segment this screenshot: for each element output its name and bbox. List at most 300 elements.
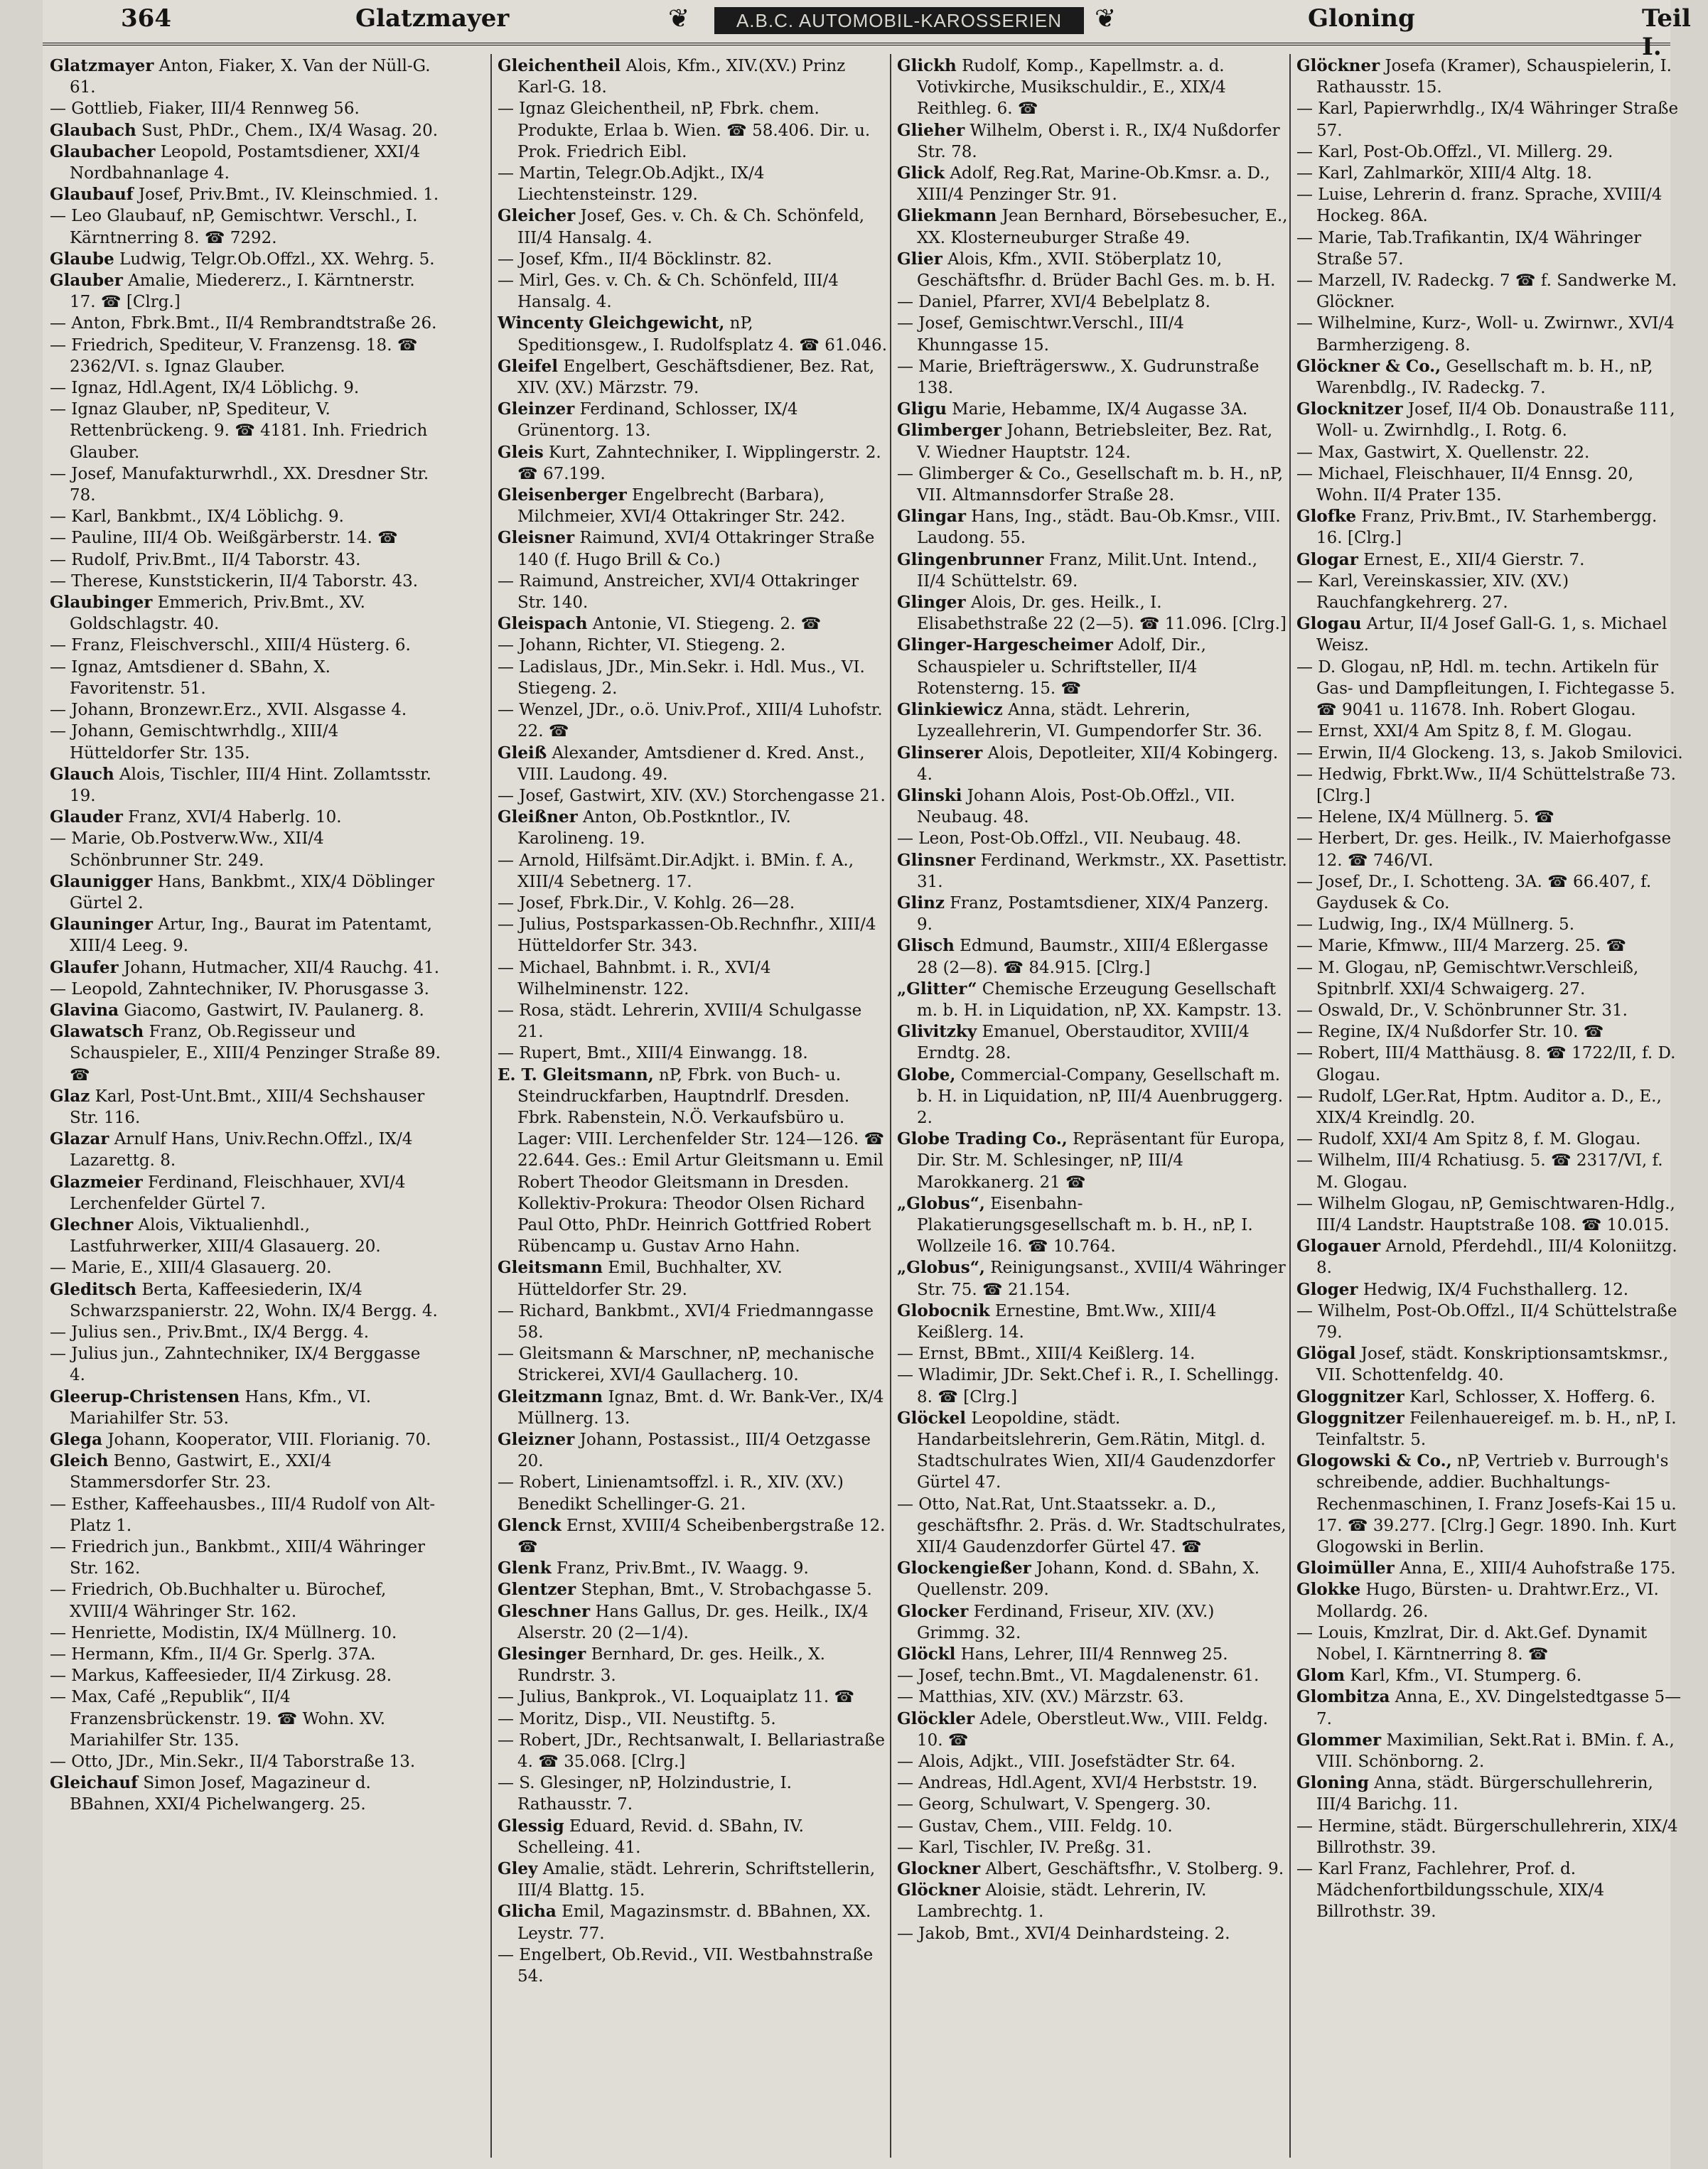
ornament-icon: ❦ xyxy=(668,4,690,33)
directory-entry xyxy=(897,399,1288,420)
entry-details: Maximilian, Sekt.Rat i. BMin. f. A., VIII. Schönborng. 2. xyxy=(1316,1731,1675,1772)
directory-entry xyxy=(50,98,441,119)
directory-entry xyxy=(897,1408,1288,1494)
directory-entry xyxy=(498,1257,888,1300)
column-divider xyxy=(1289,54,1291,2158)
entry-details: — Anton, Fbrk.Bmt., II/4 Rembrandtstraße 26. xyxy=(50,314,437,333)
entry-details: Hans, Kfm., VI. Mariahilfer Str. 53. xyxy=(70,1387,371,1428)
entry-name: Gleicher xyxy=(498,206,576,226)
directory-entry xyxy=(1296,1279,1687,1301)
directory-entry xyxy=(897,1558,1288,1600)
directory-entry xyxy=(50,807,441,828)
directory-entry xyxy=(897,1343,1288,1365)
directory-entry xyxy=(50,592,441,635)
directory-entry xyxy=(50,506,441,527)
entry-details: Alois, Depotleiter, XII/4 Kobingerg. 4. xyxy=(917,743,1279,784)
directory-entry xyxy=(897,356,1288,399)
entry-name: Glinz xyxy=(897,893,945,913)
entry-name: Glom xyxy=(1296,1666,1346,1686)
directory-entry xyxy=(498,485,888,527)
entry-name: Glier xyxy=(897,249,942,269)
directory-entry xyxy=(498,55,888,98)
directory-entry xyxy=(1296,270,1687,313)
directory-entry xyxy=(1296,1193,1687,1236)
page-number: 364 xyxy=(121,4,171,33)
entry-details: — Marie, E., XIII/4 Glasauerg. 20. xyxy=(50,1259,332,1278)
entry-name: Gloning xyxy=(1296,1773,1369,1793)
directory-entry xyxy=(1296,98,1687,141)
entry-details: Reinigungsanst., XVIII/4 Währinger Str. 75. ☎ 21.154. xyxy=(917,1259,1286,1299)
entry-details: — Max, Café „Republik“, II/4 Franzensbrückenstr. 19. ☎ Wohn. XV. Mariahilfer Str. 135. xyxy=(50,1688,386,1750)
entry-details: Anna, städt. Bürgerschullehrerin, III/4 Barichg. 11. xyxy=(1316,1774,1653,1814)
entry-details: Antonie, VI. Stiegeng. 2. ☎ xyxy=(592,615,822,634)
directory-entry xyxy=(498,957,888,1000)
directory-entry xyxy=(897,420,1288,463)
directory-entry xyxy=(50,1451,441,1493)
directory-entry xyxy=(50,1686,441,1751)
directory-entry xyxy=(1296,141,1687,163)
entry-details: — Wilhelm, Post-Ob.Offzl., II/4 Schüttelstraße 79. xyxy=(1296,1301,1677,1342)
directory-entry xyxy=(50,657,441,699)
entry-name: Glinger-Hargescheimer xyxy=(897,635,1113,655)
directory-entry xyxy=(50,184,441,205)
entry-name: Gloggnitzer xyxy=(1296,1408,1404,1428)
directory-entry xyxy=(498,205,888,248)
entry-details: Eisenbahn-Plakatierungsgesellschaft m. b. H., nP, I. Wollzeile 16. ☎ 10.764. xyxy=(917,1194,1253,1256)
entry-details: — Robert, III/4 Matthäusg. 8. ☎ 1722/II, f. D. Glogau. xyxy=(1296,1044,1676,1084)
entry-details: — Wilhelmine, Kurz-, Woll- u. Zwirnwr., XVI/4 Barmherzigeng. 8. xyxy=(1296,314,1675,355)
directory-entry xyxy=(50,1429,441,1451)
entry-name: Glentzer xyxy=(498,1580,576,1600)
entry-name: Gleichauf xyxy=(50,1773,138,1793)
entry-name: Glaubauf xyxy=(50,185,134,205)
directory-entry xyxy=(50,1751,441,1772)
entry-name: Glauber xyxy=(50,271,123,291)
directory-entry xyxy=(897,893,1288,935)
entry-name: Gloggnitzer xyxy=(1296,1387,1404,1406)
entry-details: — Michael, Bahnbmt. i. R., XVI/4 Wilhelminenstr. 122. xyxy=(498,958,771,999)
entry-details: Hans, Ing., städt. Bau-Ob.Kmsr., VIII. Laudong. 55. xyxy=(917,507,1281,548)
entry-name: Glaunigger xyxy=(50,871,153,891)
directory-entry xyxy=(897,785,1288,828)
directory-entry xyxy=(897,463,1288,506)
directory-entry xyxy=(897,1644,1288,1665)
entry-name: Gley xyxy=(498,1859,538,1879)
entry-details: — Karl, Tischler, IV. Preßg. 31. xyxy=(897,1838,1152,1857)
directory-entry xyxy=(897,1494,1288,1559)
entry-details: Josef, Priv.Bmt., IV. Kleinschmied. 1. xyxy=(138,185,439,205)
entry-details: — Jakob, Bmt., XVI/4 Deinhardsteing. 2. xyxy=(897,1924,1230,1943)
directory-entry xyxy=(498,1944,888,1987)
entry-name: Gleiß xyxy=(498,743,547,763)
entry-name: Glinkiewicz xyxy=(897,700,1003,720)
entry-details: Anton, Ob.Postkntlor., IV. Karolineng. 19. xyxy=(517,808,791,849)
entry-details: — Hermann, Kfm., II/4 Gr. Sperlg. 37A. xyxy=(50,1645,376,1664)
entry-details: — Wilhelm, III/4 Rchatiusg. 5. ☎ 2317/VI, f. M. Glogau. xyxy=(1296,1151,1663,1192)
entry-details: Karl, Post-Unt.Bmt., XIII/4 Sechshauser Str. 116. xyxy=(70,1087,425,1127)
directory-entry xyxy=(897,743,1288,785)
directory-entry xyxy=(897,699,1288,742)
entry-name: Gleich xyxy=(50,1451,109,1471)
directory-entry xyxy=(498,1387,888,1429)
entry-details: — Julius, Postsparkassen-Ob.Rechnfhr., XIII/4 Hütteldorfer Str. 343. xyxy=(498,915,876,956)
directory-entry xyxy=(50,699,441,721)
entry-name: E. T. Gleitsmann, xyxy=(498,1065,654,1084)
directory-entry xyxy=(897,1923,1288,1944)
entry-details: — Josef, Kfm., II/4 Böcklinstr. 82. xyxy=(498,249,773,269)
entry-details: — Karl Franz, Fachlehrer, Prof. d. Mädchenfortbildungsschule, XIX/4 Billrothstr. 39. xyxy=(1296,1860,1605,1922)
entry-name: Glicha xyxy=(498,1902,557,1922)
entry-details: nP, Speditionsgew., I. Rudolfsplatz 4. ☎ 61.046. xyxy=(517,314,888,355)
directory-entry xyxy=(1296,807,1687,828)
entry-details: — Arnold, Hilfsämt.Dir.Adjkt. i. BMin. f. A., XIII/4 Sebetnerg. 17. xyxy=(498,851,854,891)
entry-details: — Karl, Zahlmarkör, XIII/4 Altg. 18. xyxy=(1296,164,1592,183)
directory-entry xyxy=(498,613,888,635)
directory-entry xyxy=(498,657,888,699)
directory-entry xyxy=(50,1622,441,1644)
entry-name: Glöckl xyxy=(897,1645,956,1664)
directory-entry xyxy=(1296,764,1687,807)
column-1 xyxy=(50,55,441,1816)
entry-details: — Moritz, Disp., VII. Neustiftg. 5. xyxy=(498,1709,776,1728)
entry-name: Glingenbrunner xyxy=(897,549,1044,569)
header-last-entry: Gloning xyxy=(1308,4,1415,33)
entry-details: Alois, Kfm., XVII. Stöberplatz 10, Geschäftsfhr. d. Brüder Bachl Ges. m. b. H. xyxy=(917,249,1276,291)
entry-details: Emmerich, Priv.Bmt., XV. Goldschlagstr. 40. xyxy=(70,593,365,634)
directory-entry xyxy=(1296,1579,1687,1622)
entry-name: Gleis xyxy=(498,442,544,462)
entry-details: Ernestine, Bmt.Ww., XIII/4 Keißlerg. 14. xyxy=(917,1301,1217,1342)
entry-name: Glogauer xyxy=(1296,1237,1381,1256)
entry-details: Aloisie, städt. Lehrerin, IV. Lambrechtg. 1. xyxy=(917,1881,1207,1922)
entry-name: Glingar xyxy=(897,507,966,527)
entry-details: Karl, Kfm., VI. Stumperg. 6. xyxy=(1350,1667,1582,1686)
entry-details: Anna, städt. Lehrerin, Lyzeallehrerin, VI. Gumpendorfer Str. 36. xyxy=(917,701,1262,741)
entry-details: — Josef, Dr., I. Schotteng. 3A. ☎ 66.407, f. Gaydusek & Co. xyxy=(1296,872,1652,913)
directory-entry xyxy=(897,1816,1288,1837)
directory-entry xyxy=(1296,549,1687,571)
directory-entry xyxy=(498,1472,888,1514)
directory-entry xyxy=(897,1601,1288,1644)
directory-entry xyxy=(897,1665,1288,1686)
entry-details: Amalie, städt. Lehrerin, Schriftstellerin, III/4 Blattg. 15. xyxy=(517,1860,876,1900)
entry-name: Glenk xyxy=(498,1559,552,1578)
entry-details: Johann Alois, Post-Ob.Offzl., VII. Neubaug. 48. xyxy=(917,786,1235,827)
directory-entry xyxy=(1296,571,1687,613)
directory-entry xyxy=(50,1172,441,1215)
directory-entry xyxy=(50,1021,441,1086)
entry-details: — Raimund, Anstreicher, XVI/4 Ottakringer Str. 140. xyxy=(498,571,859,613)
directory-entry xyxy=(1296,313,1687,355)
entry-details: — Friedrich jun., Bankbmt., XIII/4 Währinger Str. 162. xyxy=(50,1538,426,1578)
entry-name: Glofke xyxy=(1296,507,1357,527)
directory-entry xyxy=(897,1365,1288,1407)
entry-details: — Pauline, III/4 Ob. Weißgärberstr. 14. ☎ xyxy=(50,529,398,548)
entry-details: Rudolf, Komp., Kapellmstr. a. d. Votivkirche, Musikschuldir., E., XIX/4 Reithleg. 6. ☎ xyxy=(917,57,1226,119)
directory-entry xyxy=(50,1322,441,1343)
entry-details: nP, Fbrk. von Buch- u. Steindruckfarben, Hauptndrlf. Dresden. Fbrk. Rabenstein, N.Ö. Verkaufsbüro u. Lager: VIII. Lerchenfelder Str. 124—126. ☎ 22.644. Ges.: Emil Artur Gleitsmann u. Emil Robert Theodor Gleitsmann in Dresden. Kollektiv-Prokura: Theodor Olsen Richard Paul Otto, PhDr. Heinrich Gottfried Robert Rübencamp u. Gustav Arno Hahn. xyxy=(517,1065,885,1256)
entry-details: Benno, Gastwirt, E., XXI/4 Stammersdorfer Str. 23. xyxy=(70,1452,332,1492)
directory-entry xyxy=(1296,721,1687,742)
entry-details: — Marie, Briefträgersww., X. Gudrunstraße 138. xyxy=(897,357,1259,398)
directory-entry xyxy=(498,1043,888,1064)
entry-name: Glaubacher xyxy=(50,141,156,161)
entry-details: Franz, Ob.Regisseur und Schauspieler, E., XIII/4 Penzinger Straße 89. ☎ xyxy=(70,1023,441,1084)
entry-details: — Marie, Kfmww., III/4 Marzerg. 25. ☎ xyxy=(1296,937,1627,956)
entry-name: Glaufer xyxy=(50,957,119,977)
entry-details: Emanuel, Oberstauditor, XVIII/4 Erndtg. 28. xyxy=(917,1023,1250,1063)
entry-details: — Mirl, Ges. v. Ch. & Ch. Schönfeld, III/4 Hansalg. 4. xyxy=(498,271,839,312)
entry-details: — Georg, Schulwart, V. Spengerg. 30. xyxy=(897,1795,1211,1814)
directory-entry xyxy=(1296,1858,1687,1923)
entry-name: Glaubinger xyxy=(50,593,153,613)
entry-details: — Henriette, Modistin, IX/4 Müllnerg. 10. xyxy=(50,1623,397,1642)
directory-entry xyxy=(1296,1021,1687,1043)
entry-details: — Wladimir, JDr. Sekt.Chef i. R., I. Schellingg. 8. ☎ [Clrg.] xyxy=(897,1366,1279,1406)
entry-details: — Regine, IX/4 Nußdorfer Str. 10. ☎ xyxy=(1296,1023,1604,1042)
directory-entry xyxy=(897,506,1288,549)
entry-details: Bernhard, Dr. ges. Heilk., X. Rundrstr. 3. xyxy=(517,1645,825,1686)
directory-entry xyxy=(50,1279,441,1322)
entry-name: Glocker xyxy=(897,1601,969,1621)
directory-entry xyxy=(50,399,441,463)
entry-details: — Marie, Ob.Postverw.Ww., XII/4 Schönbrunner Str. 249. xyxy=(50,829,324,870)
entry-details: Alois, Tischler, III/4 Hint. Zollamtsstr. 19. xyxy=(70,765,431,805)
entry-name: Gleinzer xyxy=(498,399,575,419)
entry-details: — Karl, Post-Ob.Offzl., VI. Millerg. 29. xyxy=(1296,142,1613,161)
entry-details: Johann, Kond. d. SBahn, X. Quellenstr. 209. xyxy=(917,1559,1260,1600)
directory-entry xyxy=(50,764,441,807)
entry-details: — Hedwig, Fbrkt.Ww., II/4 Schüttelstraße 73. [Clrg.] xyxy=(1296,765,1676,805)
directory-entry xyxy=(498,399,888,441)
entry-name: Glockner xyxy=(897,1859,981,1879)
entry-details: — Rudolf, Priv.Bmt., II/4 Taborstr. 43. xyxy=(50,550,361,569)
entry-details: — Leon, Post-Ob.Offzl., VII. Neubaug. 48. xyxy=(897,829,1242,849)
entry-details: Franz, Priv.Bmt., IV. Waagg. 9. xyxy=(556,1559,809,1578)
entry-details: Albert, Geschäftsfhr., V. Stolberg. 9. xyxy=(985,1860,1284,1879)
entry-details: Hedwig, IX/4 Fuchsthallerg. 12. xyxy=(1363,1280,1629,1299)
entry-name: Gleitzmann xyxy=(498,1387,603,1406)
entry-name: Glawatsch xyxy=(50,1022,144,1042)
entry-name: Glogau xyxy=(1296,614,1362,634)
entry-details: Repräsentant für Europa, Dir. Str. M. Schlesinger, nP, III/4 Marokkanerg. 21 ☎ xyxy=(917,1130,1285,1192)
directory-entry xyxy=(1296,914,1687,935)
entry-details: — D. Glogau, nP, Hdl. m. techn. Artikeln für Gas- und Dampfleitungen, I. Fichtegasse 5. ☎ 9041 u. 11678. Inh. Robert Glogau. xyxy=(1296,657,1675,720)
entry-name: Glöckner xyxy=(897,1880,981,1900)
entry-details: Franz, Milit.Unt. Intend., II/4 Schüttelstr. 69. xyxy=(917,550,1258,591)
directory-entry xyxy=(1296,657,1687,721)
entry-details: — Franz, Fleischverschl., XIII/4 Hüsterg. 6. xyxy=(50,636,411,655)
directory-entry xyxy=(50,1000,441,1021)
entry-details: — Ludwig, Ing., IX/4 Müllnerg. 5. xyxy=(1296,915,1574,935)
entry-details: — Wenzel, JDr., o.ö. Univ.Prof., XIII/4 Luhofstr. 22. ☎ xyxy=(498,701,883,741)
entry-details: — Gottlieb, Fiaker, III/4 Rennweg 56. xyxy=(50,99,360,119)
entry-name: Glick xyxy=(897,163,945,183)
entry-details: Engelbert, Geschäftsdiener, Bez. Rat, XIV. (XV.) Märzstr. 79. xyxy=(517,357,875,398)
directory-entry xyxy=(897,1065,1288,1129)
directory-entry xyxy=(897,120,1288,163)
entry-name: Gliekmann xyxy=(897,206,997,226)
entry-details: — Marzell, IV. Radeckg. 7 ☎ f. Sandwerke M. Glöckner. xyxy=(1296,271,1677,312)
entry-details: Josef, Ges. v. Ch. & Ch. Schönfeld, III/4 Hansalg. 4. xyxy=(517,207,865,247)
directory-entry xyxy=(50,635,441,656)
entry-details: Amalie, Miedererz., I. Kärntnerstr. 17. ☎ [Clrg.] xyxy=(70,271,415,312)
entry-name: Glinski xyxy=(897,785,962,805)
entry-details: — Rudolf, LGer.Rat, Hptm. Auditor a. D., E., XIX/4 Kreindlg. 20. xyxy=(1296,1087,1662,1127)
entry-details: — Leo Glaubauf, nP, Gemischtwr. Verschl., I. Kärntnerring 8. ☎ 7292. xyxy=(50,207,418,247)
entry-name: Glechner xyxy=(50,1215,134,1234)
directory-entry xyxy=(50,828,441,871)
entry-details: — Markus, Kaffeesieder, II/4 Zirkusg. 28. xyxy=(50,1667,392,1686)
entry-details: Ludwig, Telgr.Ob.Offzl., XX. Wehrg. 5. xyxy=(119,249,435,269)
directory-entry xyxy=(50,270,441,313)
directory-entry xyxy=(1296,935,1687,957)
part-label: Teil I. xyxy=(1642,4,1691,61)
entry-details: — Johann, Gemischtwrhdlg., XIII/4 Hütteldorfer Str. 135. xyxy=(50,722,339,763)
entry-details: Feilenhauereigef. m. b. H., nP, I. Teinfaltstr. 5. xyxy=(1316,1409,1677,1449)
column-divider xyxy=(890,54,891,2158)
directory-entry xyxy=(50,1129,441,1171)
entry-details: — Johann, Bronzewr.Erz., XVII. Alsgasse 4. xyxy=(50,701,407,720)
directory-entry xyxy=(50,1772,441,1815)
entry-details: Commercial-Company, Gesellschaft m. b. H. in Liquidation, nP, III/4 Auenbruggerg. 2. xyxy=(917,1065,1284,1127)
entry-name: Glisch xyxy=(897,936,955,956)
directory-entry xyxy=(498,1579,888,1600)
entry-details: — Matthias, XIV. (XV.) Märzstr. 63. xyxy=(897,1688,1184,1707)
entry-name: Glaz xyxy=(50,1086,90,1106)
directory-entry xyxy=(498,1772,888,1815)
entry-details: — Robert, JDr., Rechtsanwalt, I. Bellariastraße 4. ☎ 35.068. [Clrg.] xyxy=(498,1731,885,1772)
header-advertisement: A.B.C. AUTOMOBIL-KAROSSERIEN xyxy=(714,7,1084,34)
entry-details: Karl, Schlosser, X. Hofferg. 6. xyxy=(1409,1387,1656,1406)
entry-name: Glazar xyxy=(50,1129,109,1149)
directory-entry xyxy=(50,1257,441,1279)
entry-name: Glivitzky xyxy=(897,1022,977,1042)
entry-details: — M. Glogau, nP, Gemischtwr.Verschleiß, Spitnbrlf. XXI/4 Schwaigerg. 27. xyxy=(1296,958,1639,999)
directory-entry xyxy=(897,935,1288,978)
entry-name: Glinsner xyxy=(897,850,976,870)
entry-details: — Ladislaus, JDr., Min.Sekr. i. Hdl. Mus., VI. Stiegeng. 2. xyxy=(498,657,865,698)
entry-details: Sust, PhDr., Chem., IX/4 Wasag. 20. xyxy=(141,121,439,140)
entry-details: — Otto, Nat.Rat, Unt.Staatssekr. a. D., geschäftsfhr. 2. Präs. d. Wr. Stadtschulrates, XII/4 Gaudenzdorfer Gürtel 47. ☎ xyxy=(897,1495,1287,1557)
entry-details: — Ernst, XXI/4 Am Spitz 8, f. M. Glogau. xyxy=(1296,722,1633,741)
directory-entry xyxy=(50,1387,441,1429)
entry-details: Arnulf Hans, Univ.Rechn.Offzl., IX/4 Lazarettg. 8. xyxy=(70,1130,413,1170)
directory-entry xyxy=(50,957,441,979)
directory-entry xyxy=(1296,463,1687,506)
directory-entry xyxy=(498,1601,888,1644)
directory-entry xyxy=(50,55,441,98)
entry-details: nP, Vertrieb v. Burrough's schreibende, addier. Buchhaltungs-Rechenmaschinen, I. Franz Josefs-Kai 15 u. 17. ☎ 39.277. [Clrg.] Gegr. 1890. Inh. Kurt Glogowski in Berlin. xyxy=(1316,1452,1677,1557)
entry-details: — Alois, Adjkt., VIII. Josefstädter Str. 64. xyxy=(897,1753,1236,1772)
entry-name: Gleisner xyxy=(498,528,575,548)
entry-details: Hugo, Bürsten- u. Drahtwr.Erz., VI. Mollardg. 26. xyxy=(1316,1581,1659,1621)
directory-entry xyxy=(1296,1451,1687,1558)
entry-details: — Daniel, Pfarrer, XVI/4 Bebelplatz 8. xyxy=(897,293,1210,312)
directory-entry xyxy=(897,163,1288,205)
directory-entry xyxy=(897,1257,1288,1300)
entry-details: — Helene, IX/4 Müllnerg. 5. ☎ xyxy=(1296,808,1554,827)
directory-entry xyxy=(897,549,1288,592)
directory-entry xyxy=(50,120,441,141)
entry-details: Wilhelm, Oberst i. R., IX/4 Nußdorfer Str. 78. xyxy=(917,121,1280,161)
directory-entry xyxy=(498,442,888,485)
entry-name: Glega xyxy=(50,1430,102,1449)
entry-details: Emil, Magazinsmstr. d. BBahnen, XX. Leystr. 77. xyxy=(517,1902,871,1943)
directory-entry xyxy=(897,291,1288,313)
entry-details: Raimund, XVI/4 Ottakringer Straße 140 (f. Hugo Brill & Co.) xyxy=(517,529,875,569)
directory-entry xyxy=(897,205,1288,248)
directory-entry xyxy=(50,1644,441,1665)
entry-name: Gleerup-Christensen xyxy=(50,1387,240,1406)
entry-name: „Globus“, xyxy=(897,1193,985,1213)
entry-details: — Karl, Vereinskassier, XIV. (XV.) Rauchfangkehrerg. 27. xyxy=(1296,571,1569,613)
directory-entry xyxy=(50,1343,441,1386)
entry-name: Glöckler xyxy=(897,1708,975,1728)
directory-entry xyxy=(1296,957,1687,1000)
directory-entry xyxy=(498,1301,888,1343)
entry-name: Gleizner xyxy=(498,1430,575,1449)
entry-name: Gleschner xyxy=(498,1601,591,1621)
directory-entry xyxy=(50,527,441,549)
entry-details: Franz, XVI/4 Haberlg. 10. xyxy=(128,808,342,827)
directory-entry xyxy=(897,979,1288,1021)
directory-entry xyxy=(1296,1000,1687,1021)
entry-name: Glöckner & Co., xyxy=(1296,356,1441,376)
entry-name: Glaubach xyxy=(50,120,136,140)
entry-details: — Herbert, Dr. ges. Heilk., IV. Maierhofgasse 12. ☎ 746/VI. xyxy=(1296,829,1672,870)
entry-details: — Julius, Bankprok., VI. Loquaiplatz 11. ☎ xyxy=(498,1688,855,1707)
directory-entry xyxy=(1296,1686,1687,1729)
directory-entry xyxy=(498,1000,888,1043)
entry-details: Ferdinand, Werkmstr., XX. Pasettistr. 31. xyxy=(917,851,1287,891)
entry-details: — Otto, JDr., Min.Sekr., II/4 Taborstraße 13. xyxy=(50,1753,416,1772)
entry-details: Engelbrecht (Barbara), Milchmeier, XVI/4 Ottakringer Str. 242. xyxy=(517,486,846,527)
entry-name: Glinserer xyxy=(897,743,983,763)
entry-details: — Michael, Fleischhauer, II/4 Ennsg. 20, Wohn. II/4 Prater 135. xyxy=(1296,464,1634,505)
directory-entry xyxy=(1296,1408,1687,1451)
directory-entry xyxy=(1296,1343,1687,1386)
entry-details: — Karl, Bankbmt., IX/4 Löblichg. 9. xyxy=(50,507,344,527)
header-first-entry: Glatzmayer xyxy=(355,4,510,33)
directory-entry xyxy=(1296,1236,1687,1279)
entry-details: — Josef, Fbrk.Dir., V. Kohlg. 26—28. xyxy=(498,893,795,913)
directory-entry xyxy=(50,1665,441,1686)
column-2 xyxy=(498,55,888,1987)
directory-entry xyxy=(897,1193,1288,1258)
directory-entry xyxy=(897,313,1288,355)
entry-name: Glockengießer xyxy=(897,1559,1031,1578)
entry-details: Arnold, Pferdehdl., III/4 Koloniitzg. 8. xyxy=(1316,1237,1677,1278)
column-3 xyxy=(897,55,1288,1944)
directory-entry xyxy=(1296,506,1687,549)
entry-details: — Josef, Gastwirt, XIV. (XV.) Storchengasse 21. xyxy=(498,786,886,805)
entry-name: Globocnik xyxy=(897,1301,990,1320)
entry-name: Glogar xyxy=(1296,549,1358,569)
directory-entry xyxy=(50,463,441,506)
entry-name: Gleißner xyxy=(498,807,578,827)
directory-entry xyxy=(498,571,888,613)
page-header xyxy=(43,0,1691,61)
entry-name: Glenck xyxy=(498,1515,562,1535)
entry-details: — Engelbert, Ob.Revid., VII. Westbahnstraße 54. xyxy=(498,1945,874,1986)
directory-entry xyxy=(498,1515,888,1558)
directory-entry xyxy=(1296,1043,1687,1085)
directory-entry xyxy=(50,313,441,334)
entry-details: Artur, Ing., Baurat im Patentamt, XIII/4 Leeg. 9. xyxy=(70,915,432,956)
directory-entry xyxy=(1296,1816,1687,1858)
entry-name: Globe, xyxy=(897,1065,956,1084)
